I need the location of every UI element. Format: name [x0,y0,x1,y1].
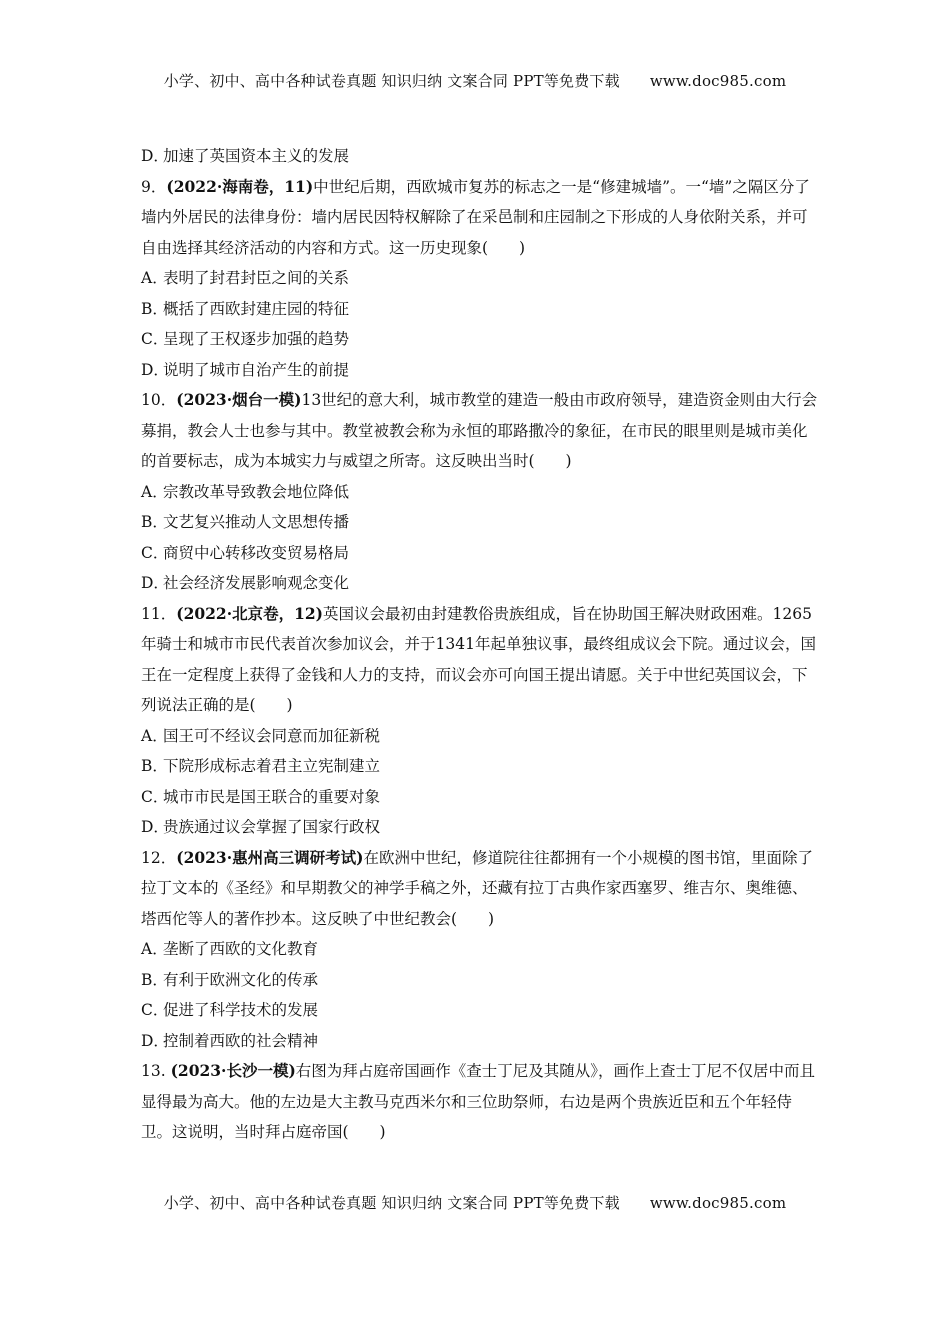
question-number: 11． [141,604,177,623]
question-stem [141,843,821,935]
option-letter: B． [141,513,168,531]
option-text: 国王可不经议会同意而加征新税 [163,726,381,745]
option-c [141,538,821,569]
question-9 [141,172,821,386]
question-source: (2023·长沙一模) [170,1061,296,1080]
banner-text: 小学、初中、高中各种试卷真题 知识归纳 文案合同 PPT等免费下载 [163,72,620,90]
option-letter: A． [141,726,168,745]
option-text: 社会经济发展影响观念变化 [163,574,350,592]
option-text: 概括了西欧封建庄园的特征 [163,299,350,318]
option-text: 文艺复兴推动人文思想传播 [163,513,350,531]
question-text: 在欧洲中世纪，修道院往往都拥有一个小规模的图书馆，里面除了拉丁文本的《圣经》和早期教父的神学手稿之外，还藏有拉丁古典作家西塞罗、维吉尔、奥维德、塔西佗等人的著作抄本。这反映了中世纪教会( ) [141,848,813,928]
question-12 [141,843,821,1057]
option-letter: B． [141,299,168,318]
question-number: 10． [141,391,177,409]
option-d [141,812,821,843]
question-text: 英国议会最初由封建教俗贵族组成，旨在协助国王解决财政困难。1265年骑士和城市市民代表首次参加议会，并于1341年起单独议事，最终组成议会下院。通过议会，国王在一定程度上获得了金钱和人力的支持，而议会亦可向国王提出请愿。关于中世纪英国议会，下列说法正确的是( ) [141,604,816,714]
question-text: 中世纪后期，西欧城市复苏的标志之一是“修建城墙”。一“墙”之隔区分了墙内外居民的法律身份：墙内居民因特权解除了在采邑制和庄园制之下形成的人身依附关系，并可自由选择其经济活动的内容和方式。这一历史现象( ) [141,177,810,257]
option-a [141,934,821,965]
option-d-previous-question [141,141,821,172]
option-text: 表明了封君封臣之间的关系 [163,269,350,287]
option-letter: C． [141,543,169,562]
question-source: (2022·北京卷，12) [176,603,324,623]
question-stem [141,1056,821,1148]
option-d [141,355,821,386]
question-13 [141,1056,821,1148]
option-letter: A． [141,482,168,501]
option-letter: A． [141,940,168,958]
option-b [141,294,821,325]
option-d [141,568,821,599]
page-header-banner [0,70,950,91]
option-text: 下院形成标志着君主立宪制建立 [163,757,381,775]
question-source: (2023·烟台一模) [176,390,302,409]
option-a [141,721,821,752]
question-10 [141,385,821,599]
option-letter: B． [141,757,168,775]
question-stem [141,599,821,721]
option-letter: D． [141,147,169,165]
option-letter: D． [141,574,169,592]
question-content [141,141,821,1148]
question-stem [141,385,821,477]
option-letter: B． [141,970,168,989]
option-d [141,1026,821,1057]
option-text: 说明了城市自治产生的前提 [163,360,350,379]
question-number: 9． [141,177,167,196]
page-footer-banner [0,1192,950,1213]
option-text: 商贸中心转移改变贸易格局 [163,543,350,562]
option-b [141,965,821,996]
option-c [141,995,821,1026]
question-number: 12． [141,848,177,867]
option-letter: D． [141,818,169,836]
option-text: 有利于欧洲文化的传承 [163,970,319,989]
option-letter: A． [141,269,168,287]
option-c [141,782,821,813]
question-number: 13. [141,1062,171,1080]
option-letter: D． [141,360,169,379]
option-text: 促进了科学技术的发展 [163,1001,319,1019]
option-a [141,263,821,294]
question-source: (2023·惠州高三调研考试) [176,847,364,867]
option-a [141,477,821,508]
option-text: 加速了英国资本主义的发展 [163,147,350,165]
option-letter: C． [141,787,169,806]
banner-site-link[interactable]: www.doc985.com [649,1194,787,1212]
option-text: 控制着西欧的社会精神 [163,1031,319,1050]
question-text: 右图为拜占庭帝国画作《查士丁尼及其随从》，画作上查士丁尼不仅居中而且显得最为高大。他的左边是大主教马克西米尔和三位助祭师，右边是两个贵族近臣和五个年轻侍卫。这说明，当时拜占庭帝国( ) [141,1062,816,1141]
question-text: 13世纪的意大利，城市教堂的建造一般由市政府领导，建造资金则由大行会募捐，教会人士也参与其中。教堂被教会称为永恒的耶路撒冷的象征，在市民的眼里则是城市美化的首要标志，成为本城实力与威望之所寄。这反映出当时( ) [141,391,818,470]
option-b [141,751,821,782]
question-11 [141,599,821,843]
option-text: 城市市民是国王联合的重要对象 [163,787,381,806]
question-source: (2022·海南卷，11) [166,176,314,196]
option-letter: D． [141,1031,169,1050]
question-stem [141,172,821,264]
option-text: 贵族通过议会掌握了国家行政权 [163,818,381,836]
option-text: 垄断了西欧的文化教育 [163,940,319,958]
banner-text: 小学、初中、高中各种试卷真题 知识归纳 文案合同 PPT等免费下载 [163,1194,620,1212]
banner-site-link[interactable]: www.doc985.com [649,72,787,90]
option-letter: C． [141,1001,169,1019]
option-letter: C． [141,330,169,348]
option-text: 呈现了王权逐步加强的趋势 [163,330,350,348]
option-b [141,507,821,538]
option-text: 宗教改革导致教会地位降低 [163,482,350,501]
option-c [141,324,821,355]
